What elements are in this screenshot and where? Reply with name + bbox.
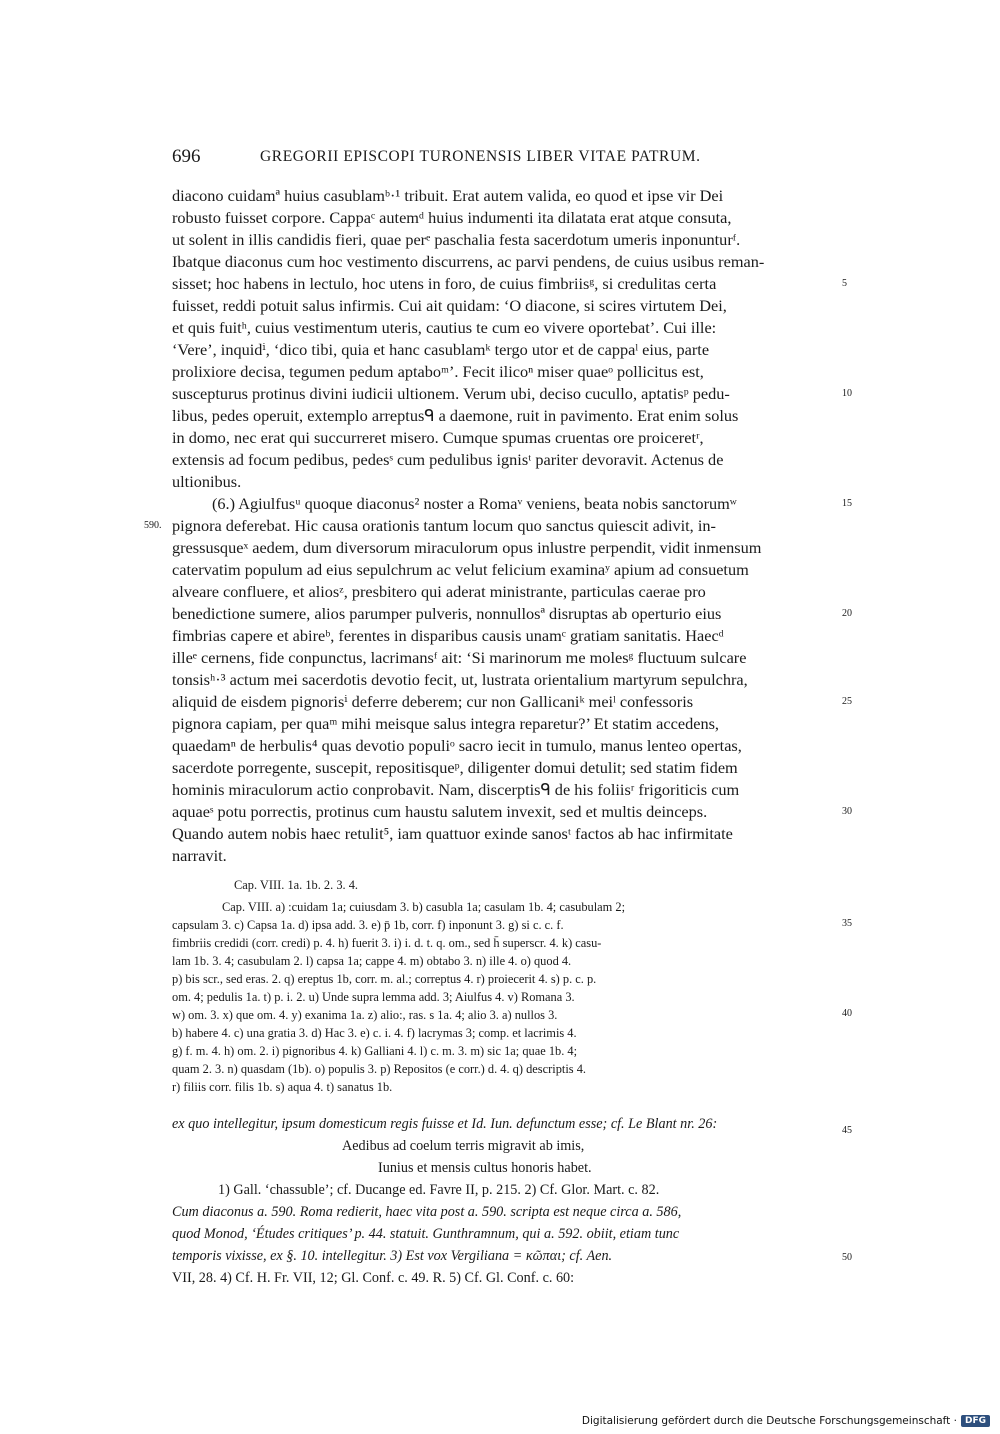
digitization-footer — [582, 1415, 990, 1427]
footer-text: Digitalisierung gefördert durch die Deutsche Forschungsgemeinschaft · — [581, 1415, 957, 1427]
main-text-line: et quis fuitʰ, cuius vestimentum uteris, cautius te cum eo vivere oportebat’. Cui ille: — [172, 318, 717, 337]
line-number: 20 — [842, 608, 852, 619]
apparatus-line: quam 2. 3. n) quasdam (1b). o) populis 3. p) Repositos (e corr.) d. 4. q) descriptis 4. — [172, 1062, 586, 1076]
main-text-line: prolixiore decisa, tegumen pedum aptaboᵐ’. Fecit ilicoⁿ miser quaeᵒ pollicitus est, — [172, 362, 704, 381]
main-text-line: libus, pedes operuit, extemplo arreptusᑫ a daemone, ruit in pavimento. Erat enim solus — [172, 406, 739, 425]
apparatus-line: Cap. VIII. 1a. 1b. 2. 3. 4. — [234, 878, 359, 892]
main-text-line: benedictione sumere, alios parumper pulveris, nonnullosª disruptas ab operturio eius — [172, 604, 722, 623]
line-number: 40 — [842, 1008, 852, 1019]
main-text-line: hominis miraculorum actio conprobavit. Nam, discerptisᑫ de his foliisʳ frigoriticis cum — [172, 780, 740, 799]
main-text-line: pignora capiam, per quaᵐ mihi meisque salus integra reparetur?’ Et statim accedens, — [172, 714, 719, 733]
apparatus-line: p) bis scr., sed eras. 2. q) ereptus 1b, corr. m. al.; correptus 4. r) proiecerit 4. s) p. c. p. — [172, 972, 597, 986]
main-text-line: diacono cuidamª huius casublamᵇ·¹ tribuit. Erat autem valida, eo quod et ipse vir Dei — [172, 186, 724, 205]
main-text-line: illeᵉ cernens, fide conpunctus, lacrimansᶠ ait: ‘Si marinorum me molesᵍ fluctuum sulcare — [172, 648, 747, 667]
main-text-line: (6.) Agiulfusᵘ quoque diaconus² noster a Romaᵛ veniens, beata nobis sanctorumʷ — [212, 494, 737, 513]
main-text-line: ut solent in illis candidis fieri, quae perᵉ paschalia festa sacerdotum umeris inponunturᶠ. — [172, 230, 741, 249]
footnote-line: 1) Gall. ‘chassuble’; cf. Ducange ed. Favre II, p. 215. 2) Cf. Glor. Mart. c. 82. — [218, 1182, 660, 1198]
apparatus-line: om. 4; pedulis 1a. t) p. i. 2. u) Unde supra lemma add. 3; Aiulfus 4. v) Romana 3. — [172, 990, 575, 1004]
main-text-line: pignora deferebat. Hic causa orationis tantum locum quo sanctus quiescit adivit, in- — [172, 516, 716, 535]
apparatus-line: fimbriis credidi (corr. credi) p. 4. h) fuerit 3. i) i. d. t. q. om., sed h̄ superscr. 4. k) casu- — [172, 936, 602, 950]
main-text-line: extensis ad focum pedibus, pedesˢ cum pedulibus ignisᵗ pariter devoravit. Actenus de — [172, 450, 724, 469]
main-text-line: aquaeˢ potu porrectis, protinus cum haustu salutem invexit, sed et multis deinceps. — [172, 802, 708, 821]
footnote-verse: Aedibus ad coelum terris migravit ab imis, — [342, 1138, 585, 1154]
apparatus-line: lam 1b. 3. 4; casubulam 2. l) capsa 1a; cappe 4. m) obtabo 3. n) ille 4. o) quod 4. — [172, 954, 572, 968]
running-title: GREGORII EPISCOPI TURONENSIS LIBER VITAE PATRUM. — [260, 148, 701, 165]
page-number: 696 — [172, 146, 201, 167]
main-text-line: fimbrias capere et abireᵇ, ferentes in disparibus causis unamᶜ gratiam sanitatis. Haecᵈ — [172, 626, 724, 645]
page-header — [172, 146, 832, 176]
apparatus-line: b) habere 4. c) una gratia 3. d) Hac 3. e) c. i. 4. f) lacrymas 3; comp. et lacrimis 4. — [172, 1026, 577, 1040]
main-text-line: Quando autem nobis haec retulit⁵, iam quattuor exinde sanosᵗ factos ab hac infirmitate — [172, 824, 733, 843]
line-number: 5 — [842, 278, 847, 289]
footnote-line: VII, 28. 4) Cf. H. Fr. VII, 12; Gl. Conf. c. 49. R. 5) Cf. Gl. Conf. c. 60: — [172, 1270, 575, 1286]
main-text-line: fuisset, reddi potuit salus infirmis. Cui ait quidam: ‘O diacone, si scires virtutem Dei, — [172, 296, 727, 315]
footnote-verse: Iunius et mensis cultus honoris habet. — [378, 1160, 592, 1176]
apparatus-line: w) om. 3. x) que om. 4. y) exanima 1a. z) alio:, ras. s 1a. 4; alio 3. a) nullos 3. — [172, 1008, 558, 1022]
main-text-line: narravit. — [172, 846, 227, 865]
line-number: 25 — [842, 696, 852, 707]
line-number: 10 — [842, 388, 852, 399]
margin-year: 590. — [144, 520, 162, 531]
main-text-line: ultionibus. — [172, 472, 242, 491]
apparatus-line: g) f. m. 4. h) om. 2. i) pignoribus 4. k) Galliani 4. l) c. m. 3. m) sic 1a; quae 1b. 4; — [172, 1044, 578, 1058]
main-text-line: robusto fuisset corpore. Cappaᶜ autemᵈ huius indumenti ita dilatata erat atque consuta, — [172, 208, 732, 227]
main-text-line: suscepturus protinus divini iudicii ultionem. Verum ubi, deciso cucullo, aptatisᵖ pedu- — [172, 384, 730, 403]
apparatus-line: capsulam 3. c) Capsa 1a. d) ipsa add. 3. e) p̄ 1b, corr. f) inponunt 3. g) si c. c. f. — [172, 918, 564, 932]
apparatus-line: r) filiis corr. filis 1b. s) aqua 4. t) sanatus 1b. — [172, 1080, 393, 1094]
main-text-line: quaedamⁿ de herbulis⁴ quas devotio populiᵒ sacro iecit in tumulo, manus lenteo opertas, — [172, 736, 742, 755]
footnote-line: quod Monod, ‘Études critiques’ p. 44. statuit. Gunthramnum, qui a. 592. obiit, etiam tunc — [172, 1226, 680, 1242]
main-text-line: aliquid de eisdem pignorisⁱ deferre deberem; cur non Gallicaniᵏ meiˡ confessoris — [172, 692, 694, 711]
line-number: 50 — [842, 1252, 852, 1263]
main-text-line: gressusqueˣ aedem, dum diversorum miraculorum opus inlustre perpendit, vidit inmensum — [172, 538, 762, 557]
footnote-line: temporis vixisse, ex §. 10. intellegitur. 3) Est vox Vergiliana = κῶπαι; cf. Aen. — [172, 1248, 613, 1264]
line-number: 15 — [842, 498, 852, 509]
main-text-line: Ibatque diaconus cum hoc vestimento discurrens, ac parvi pendens, de cuius usibus reman- — [172, 252, 765, 271]
dfg-logo: DFG — [961, 1415, 990, 1427]
apparatus-line: Cap. VIII. a) :cuidam 1a; cuiusdam 3. b) casubla 1a; casulam 1b. 4; casubulam 2; — [222, 900, 626, 914]
line-number: 30 — [842, 806, 852, 817]
main-text-line: ‘Vere’, inquidⁱ, ‘dico tibi, quia et hanc casublamᵏ tergo utor et de cappaˡ eius, parte — [172, 340, 710, 359]
main-text-line: catervatim populum ad eius sepulchrum ac velut felicium examinaʸ apium ad consuetum — [172, 560, 749, 579]
main-text-line: sacerdote porregente, suscepit, repositisqueᵖ, diligenter domui detulit; sed statim fidem — [172, 758, 738, 777]
line-number: 35 — [842, 918, 852, 929]
main-text-line: alveare confluere, et aliosᶻ, presbitero qui aderat ministrante, particulas caerae pro — [172, 582, 706, 601]
footnote-line: Cum diaconus a. 590. Roma redierit, haec vita post a. 590. scripta est neque circa a. 586, — [172, 1204, 682, 1220]
main-text-line: in domo, nec erat qui succurreret misero. Cumque spumas cruentas ore proiceretʳ, — [172, 428, 704, 447]
footnote-line: ex quo intellegitur, ipsum domesticum regis fuisse et Id. Iun. defunctum esse; cf. Le Blant nr. 26: — [172, 1116, 718, 1132]
main-text-line: sisset; hoc habens in lectulo, hoc utens in foro, de cuius fimbriisᵍ, si credulitas certa — [172, 274, 717, 293]
line-number: 45 — [842, 1125, 852, 1136]
main-text-line: tonsisʰ·³ actum mei sacerdotis devotio fecit, ut, lustrata orientalium martyrum sepulchra, — [172, 670, 748, 689]
